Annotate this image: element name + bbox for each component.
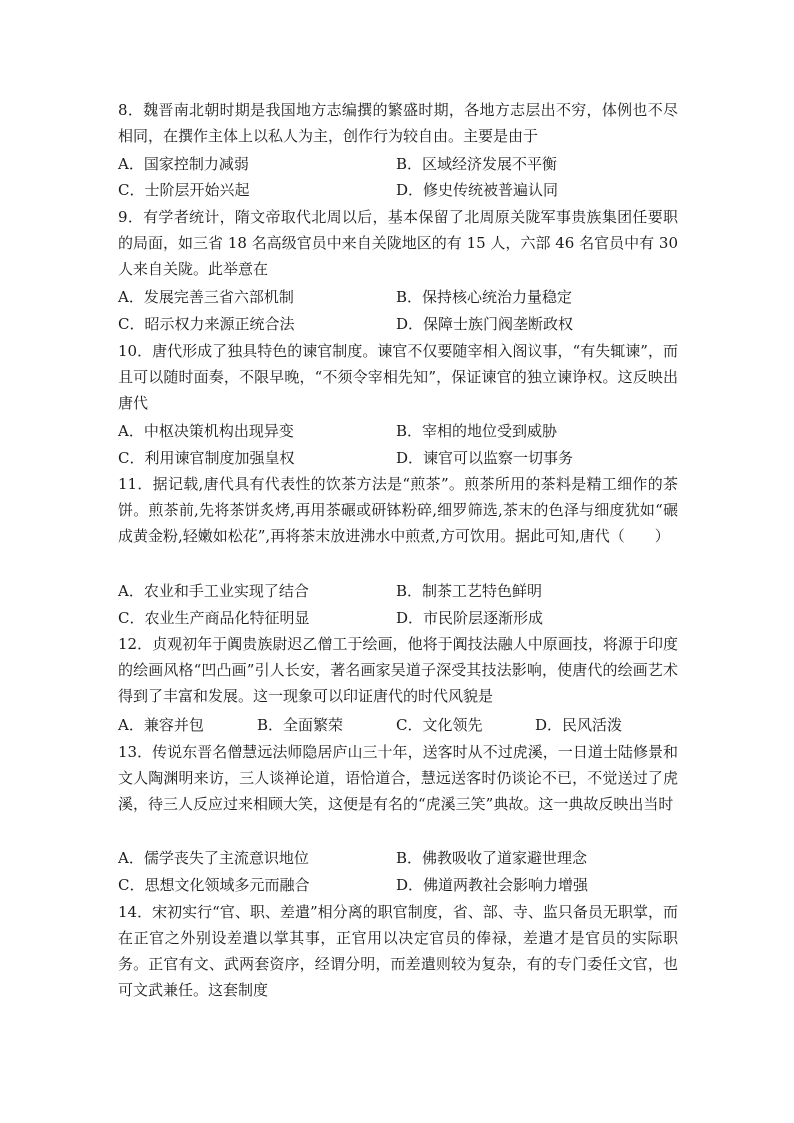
question-8-stem: 8．魏晋南北朝时期是我国地方志编撰的繁盛时期，各地方志层出不穷，体例也不尽相同，在撰作主体上以私人为主，创作行为较自由。主要是由于 (118, 101, 678, 145)
question-8-option-a[interactable]: A．国家控制力减弱 (118, 155, 249, 173)
question-8-option-d[interactable]: D．修史传统被普遍认同 (396, 181, 559, 199)
question-9-option-b[interactable]: B．保持核心统治力量稳定 (396, 288, 573, 306)
question-12-option-d[interactable]: D．民风活泼 (535, 716, 623, 734)
question-14-stem: 14．宋初实行“官、职、差遣”相分离的职官制度，省、部、寺、监只备员无职掌，而在正官之外别设差遣以掌其事，正官用以决定官员的俸禄，差遣才是官员的实际职务。正官有文、武两套资序，经谓分明，而差遣则较为复杂，有的专门委任文官，也可文武兼任。这套制度 (118, 903, 678, 999)
question-10-option-b[interactable]: B．宰相的地位受到威胁 (396, 422, 558, 440)
question-13-option-b[interactable]: B．佛教吸收了道家避世理念 (396, 849, 588, 867)
question-11-option-a[interactable]: A．农业和手工业实现了结合 (118, 582, 309, 600)
question-9-option-c[interactable]: C．昭示权力来源正统合法 (118, 315, 295, 333)
question-12-option-c[interactable]: C．文化领先 (396, 716, 483, 734)
question-12-option-a[interactable]: A．兼容并包 (118, 716, 204, 734)
question-13-stem: 13．传说东晋名僧慧远法师隐居庐山三十年，送客时从不过虎溪，一日道士陆修景和文人陶渊明来访，三人谈禅论道，语恰道合，慧远送客时仍谈论不已，不觉送过了虎溪，待三人反应过来相顾大笑，这便是有名的“虎溪三笑”典故。这一典故反映出当时 (118, 743, 678, 813)
question-12-stem: 12．贞观初年于阗贵族尉迟乙僧工于绘画，他将于阗技法融人中原画技，将源于印度的绘画风格“凹凸画”引人长安，著名画家吴道子深受其技法影响，使唐代的绘画艺术得到了丰富和发展。这一现象可以印证唐代的时代风貌是 (118, 635, 678, 705)
question-13-option-d[interactable]: D．佛道两教社会影响力增强 (396, 876, 589, 894)
question-10-option-d[interactable]: D．谏官可以监察一切事务 (396, 449, 574, 467)
question-11-option-b[interactable]: B．制茶工艺特色鲜明 (396, 582, 543, 600)
question-10-option-a[interactable]: A．中枢决策机构出现异变 (118, 422, 294, 440)
question-8-option-c[interactable]: C．士阶层开始兴起 (118, 181, 250, 199)
question-11-option-c[interactable]: C．农业生产商品化特征明显 (118, 609, 310, 627)
question-11-option-d[interactable]: D．市民阶层逐渐形成 (396, 609, 544, 627)
question-10-option-c[interactable]: C．利用谏官制度加强皇权 (118, 449, 295, 467)
question-13-option-a[interactable]: A．儒学丧失了主流意识地位 (118, 849, 309, 867)
question-10-stem: 10．唐代形成了独具特色的谏官制度。谏官不仅要随宰相入阁议事，“有失辄谏”，而且可以随时面奏，不限早晚，“不须令宰相先知”，保证谏官的独立谏诤权。这反映出唐代 (118, 342, 678, 412)
question-9-stem: 9．有学者统计，隋文帝取代北周以后，基本保留了北周原关陇军事贵族集团任要职的局面，如三省 18 名高级官员中来自关陇地区的有 15 人，六部 46 名官员中有 30 人来自关陇。此举意在 (118, 208, 678, 278)
question-9-option-d[interactable]: D．保障士族门阀垄断政权 (396, 315, 574, 333)
question-9-option-a[interactable]: A．发展完善三省六部机制 (118, 288, 294, 306)
question-11-stem: 11．据记载,唐代具有代表性的饮茶方法是“煎茶”。煎茶所用的茶料是精工细作的茶饼。煎茶前,先将茶饼炙烤,再用茶碾或研钵粉碎,细罗筛选,茶末的色泽与细度犹如“碾成黄金粉,轻嫩如松花”,再将茶末放进沸水中煎煮,方可饮用。据此可知,唐代（ ） (118, 475, 678, 545)
question-12-option-b[interactable]: B．全面繁荣 (257, 716, 344, 734)
question-8-option-b[interactable]: B．区域经济发展不平衡 (396, 155, 558, 173)
question-13-option-c[interactable]: C．思想文化领域多元而融合 (118, 876, 310, 894)
